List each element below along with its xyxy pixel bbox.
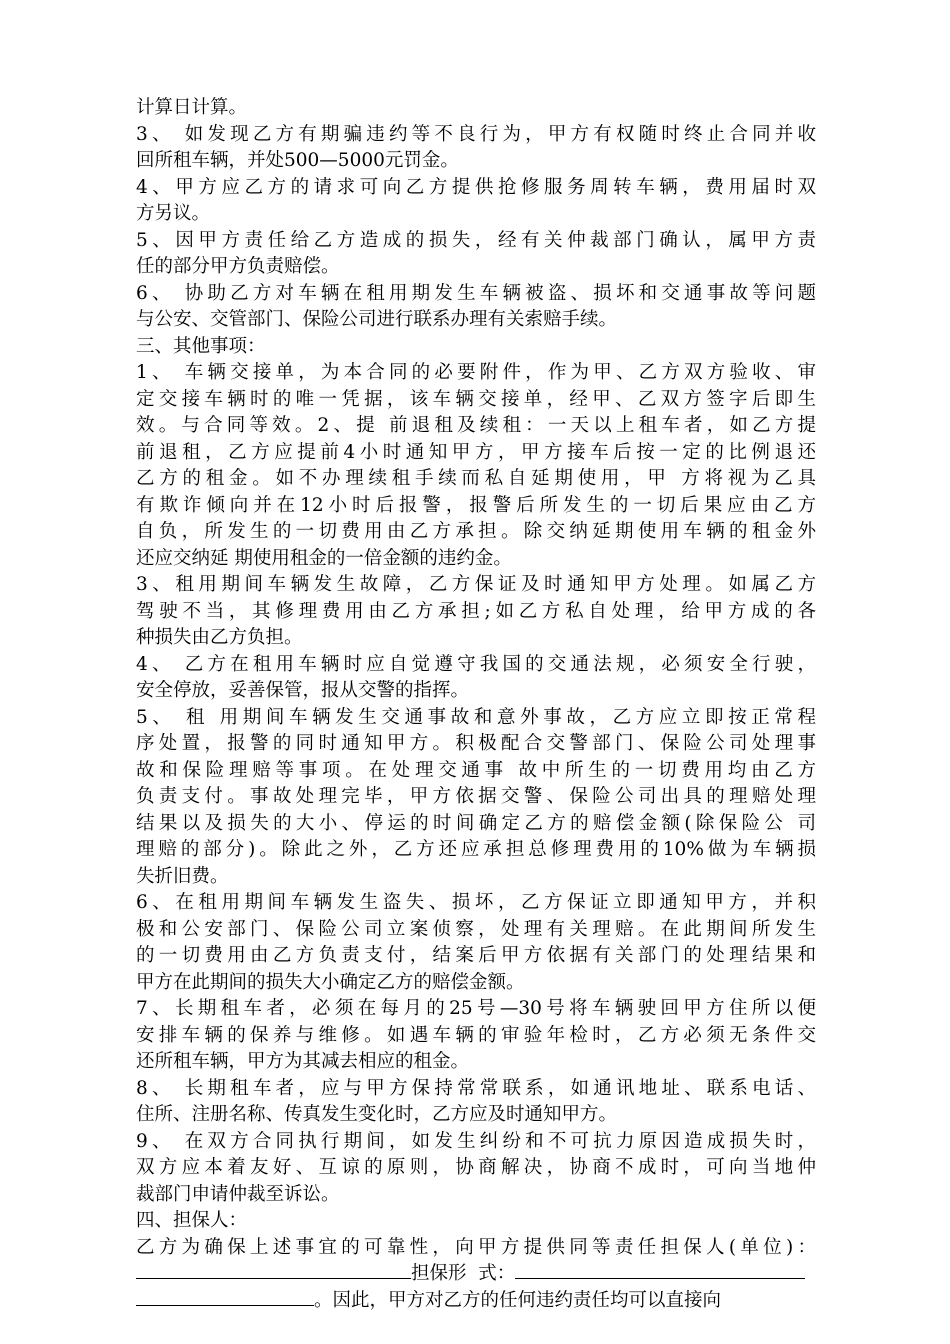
text-line: 4、甲方应乙方的请求可向乙方提供抢修服务周转车辆，费用届时双 <box>136 176 816 198</box>
text-line: 计算日计算。 <box>136 97 248 118</box>
text-line: 还所租车辆，甲方为其减去相应的租金。 <box>136 1051 470 1072</box>
text-line: 双方应本着友好、互谅的原则，协商解决，协商不成时，可向当地仲 <box>136 1157 816 1178</box>
text-line: 自负，所发生的一切费用由乙方承担。除交纳延期使用车辆的租金外 <box>136 521 816 542</box>
text-line: 还应交纳延 期使用租金的一倍金额的违约金。 <box>136 547 512 569</box>
text-line: 故和保险理赔等事项。在处理交通事 故中所生的一切费用均由乙方 <box>136 759 816 781</box>
text-line: 5、因甲方责任给乙方造成的损失，经有关仲裁部门确认，属甲方责 <box>136 229 816 251</box>
guarantee-form-label: 担保形 式： <box>411 1263 516 1284</box>
text-line: 3、租用期间车辆发生故障，乙方保证及时通知甲方处理。如属乙方 <box>136 574 816 595</box>
text-line: 6、 协助乙方对车辆在租用期发生车辆被盗、损坏和交通事故等问题 <box>136 282 816 304</box>
text-line: 6、在租用期间车辆发生盗失、损坏，乙方保证立即通知甲方，并积 <box>136 892 816 913</box>
text-line: 负责支付。事故处理完毕，甲方依据交警、保险公司出具的理赔处理 <box>136 786 816 807</box>
contract-body <box>136 95 816 1314</box>
guarantee-form-line <box>136 1261 816 1288</box>
text-line: 的一切费用由乙方负责支付，结案后甲方依据有关部门的处理结果和 <box>136 945 816 966</box>
text-line: 驾驶不当，其修理费用由乙方承担;如乙方私自处理，给甲方成的各 <box>136 600 816 622</box>
text-line: 种损失由乙方负担。 <box>136 627 303 648</box>
text-line: 极和公安部门、保险公司立案侦察，处理有关理赔。在此期间所发生 <box>136 918 816 940</box>
final-line-text: 。因此，甲方对乙方的任何违约责任均可以直接向 <box>314 1289 722 1311</box>
text-line: 裁部门申请仲裁至诉讼。 <box>136 1183 340 1205</box>
text-line: 7、长期租车者，必须在每月的25号—30号将车辆驶回甲方住所以便 <box>136 998 816 1019</box>
text-line: 序处置，报警的同时通知甲方。积极配合交警部门、保险公司处理事 <box>136 733 816 754</box>
text-line: 8、 长期租车者，应与甲方保持常常联系，如通讯地址、联系电话、 <box>136 1077 816 1099</box>
text-line: 1、 车辆交接单，为本合同的必要附件，作为甲、乙方双方验收、审 <box>136 362 816 383</box>
guarantee-form-blank[interactable] <box>515 1261 805 1279</box>
text-line: 有欺诈倾向并在12小时后报警，报警后所发生的一切后果应由乙方 <box>136 494 816 516</box>
text-line: 5、 租 用期间车辆发生交通事故和意外事故，乙方应立即按正常程 <box>136 706 816 728</box>
text-line: 四、担保人： <box>136 1210 248 1231</box>
text-line: 4、 乙方在租用车辆时应自觉遵守我国的交通法规，必须安全行驶， <box>136 653 816 675</box>
text-line: 住所、注册名称、传真发生变化时，乙方应及时通知甲方。 <box>136 1104 618 1125</box>
text-line: 任的部分甲方负责赔偿。 <box>136 256 340 277</box>
text-line: 安排车辆的保养与维修。如遇车辆的审验年检时，乙方必须无条件交 <box>136 1024 816 1046</box>
final-line <box>136 1288 816 1315</box>
text-line: 乙方为确保上述事宜的可靠性，向甲方提供同等责任担保人(单位)： <box>136 1236 816 1258</box>
text-line: 回所租车辆，并处500—5000元罚金。 <box>136 150 459 171</box>
text-line: 9、 在双方合同执行期间，如发生纠纷和不可抗力原因造成损失时， <box>136 1130 816 1152</box>
text-line: 结果以及损失的大小、停运的时间确定乙方的赔偿金额(除保险公 司 <box>136 812 816 834</box>
text-line: 3、 如发现乙方有期骗违约等不良行为，甲方有权随时终止合同并收 <box>136 123 816 145</box>
text-line: 定交接车辆时的唯一凭据，该车辆交接单，经甲、乙双方签字后即生 <box>136 388 816 410</box>
text-line: 方另议。 <box>136 203 211 224</box>
text-line: 失折旧费。 <box>136 865 229 887</box>
text-line: 前退租，乙方应提前4小时通知甲方，甲方接车后按一定的比例退还 <box>136 441 816 463</box>
text-line: 三、其他事项： <box>136 335 266 357</box>
text-line: 甲方在此期间的损失大小确定乙方的赔偿金额。 <box>136 971 525 993</box>
text-line: 效。与合同等效。2、提 前退租及续租：一天以上租车者，如乙方提 <box>136 415 816 436</box>
guarantor-blank[interactable] <box>136 1288 314 1306</box>
text-line: 乙方的租金。如不办理续租手续而私自延期使用，甲 方将视为乙具 <box>136 468 816 489</box>
text-line: 理赔的部分)。除此之外，乙方还应承担总修理费用的10%做为车辆损 <box>136 839 816 860</box>
text-line: 安全停放，妥善保管，报从交警的指挥。 <box>136 680 470 701</box>
guarantor-name-blank[interactable] <box>136 1261 411 1279</box>
text-line: 与公安、交管部门、保险公司进行联系办理有关索赔手续。 <box>136 309 618 330</box>
